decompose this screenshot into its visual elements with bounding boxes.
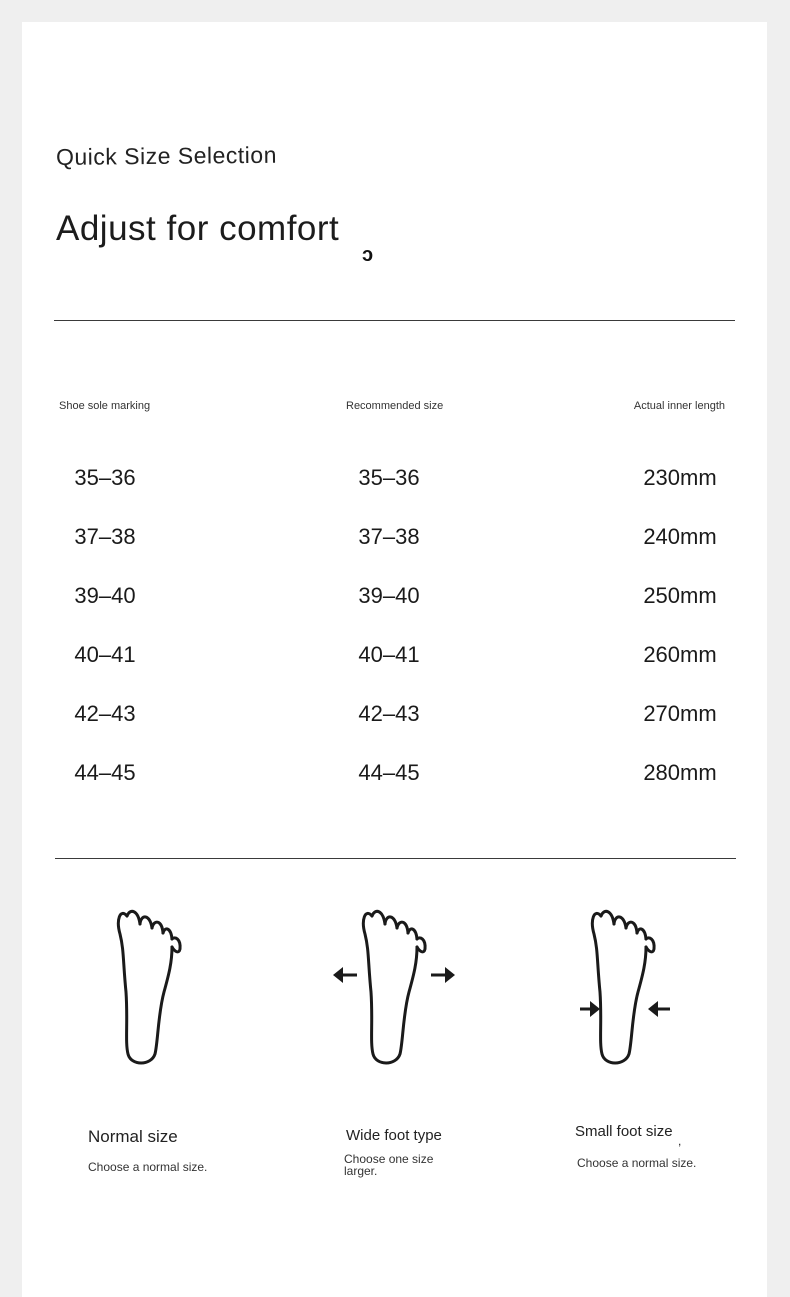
page-title: Adjust for comfort [56, 209, 340, 248]
inner-length-cell: 280mm [643, 760, 717, 785]
foot-type-title-wide: Wide foot type [346, 1127, 442, 1144]
inner-length-cell: 230mm [643, 465, 717, 490]
column-header-sole-marking: Shoe sole marking [59, 400, 151, 412]
foot-normal-icon [90, 902, 210, 1072]
recommended-size-cell: 39–40 [358, 583, 420, 608]
sole-marking-cell: 37–38 [74, 524, 136, 549]
sole-marking-cell: 35–36 [74, 465, 136, 490]
section-subtitle: Quick Size Selection [55, 141, 278, 170]
recommended-size-cell: 37–38 [358, 524, 420, 549]
inner-length-cell: 250mm [643, 583, 717, 608]
foot-type-title-small: Small foot size [575, 1123, 673, 1140]
sole-marking-cell: 39–40 [74, 583, 136, 608]
foot-type-title-normal: Normal size [88, 1127, 178, 1146]
column-header-recommended-size: Recommended size [346, 400, 444, 412]
recommended-size-cell: 44–45 [358, 760, 420, 785]
foot-narrow-icon [564, 902, 684, 1072]
size-guide-card [22, 22, 767, 1297]
inner-length-cell: 260mm [643, 642, 717, 667]
foot-type-desc-wide: Choose one size larger. [344, 1152, 434, 1178]
sole-marking-cell: 42–43 [74, 701, 136, 726]
foot-wide-icon [335, 902, 455, 1072]
inner-length-cell: 240mm [643, 524, 717, 549]
stray-mark: , [678, 1134, 682, 1148]
title-decoration: ↄ [362, 244, 374, 266]
recommended-size-cell: 42–43 [358, 701, 420, 726]
inner-length-cell: 270mm [643, 701, 717, 726]
foot-type-desc-small: Choose a normal size. [577, 1156, 697, 1170]
recommended-size-cell: 40–41 [358, 642, 420, 667]
top-divider [54, 320, 735, 321]
sole-marking-cell: 44–45 [74, 760, 136, 785]
recommended-size-cell: 35–36 [358, 465, 420, 490]
column-header-inner-length: Actual inner length [633, 400, 725, 412]
foot-type-desc-normal: Choose a normal size. [88, 1160, 208, 1174]
bottom-divider [55, 858, 736, 859]
sole-marking-cell: 40–41 [74, 642, 136, 667]
